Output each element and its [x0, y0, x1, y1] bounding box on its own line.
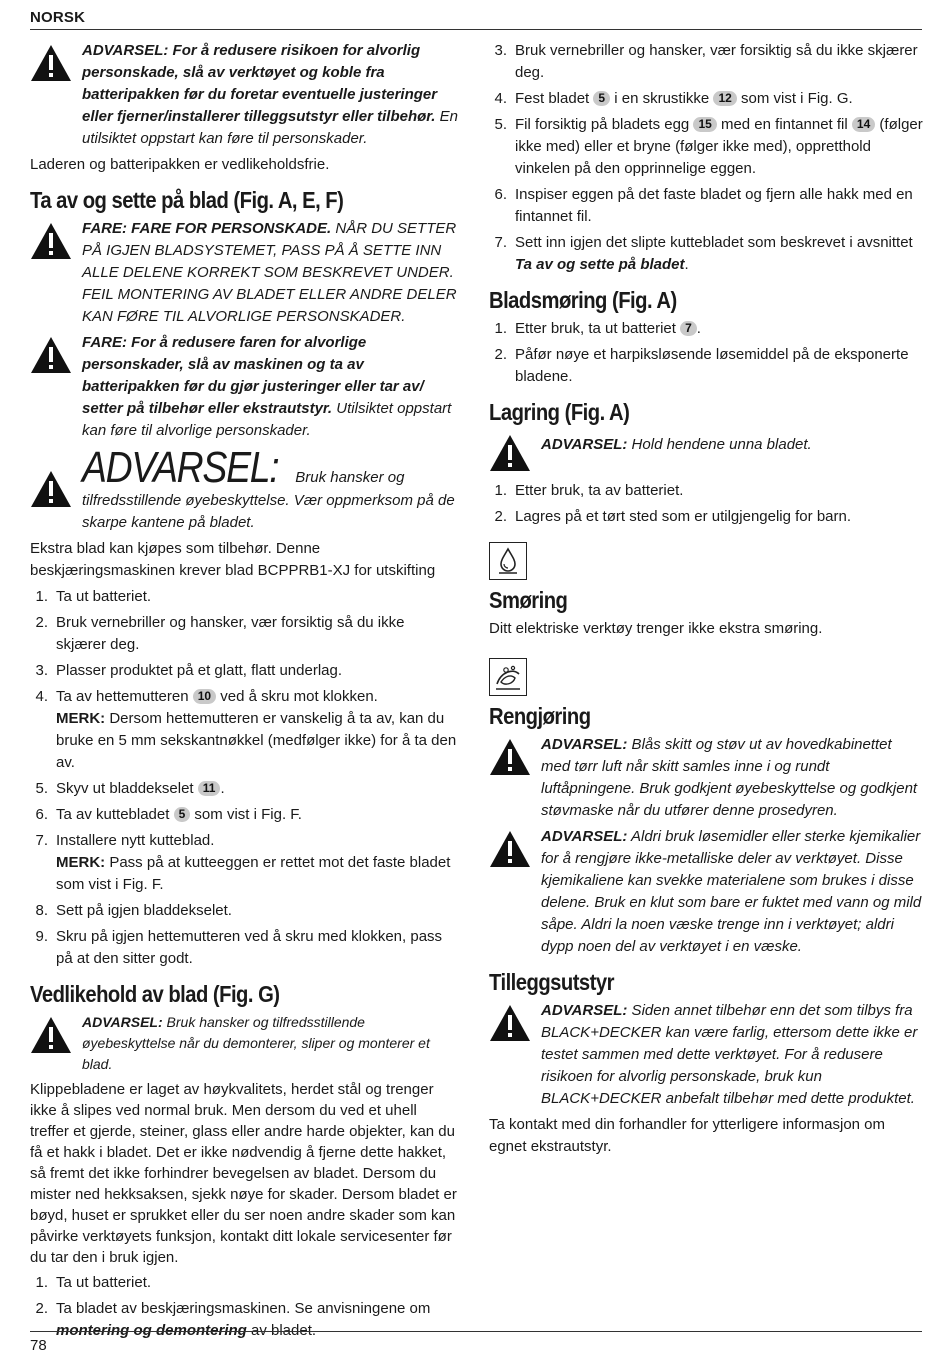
danger-label: FARE: FARE FOR PERSONSKADE. [82, 220, 332, 237]
lubrication-text: Ditt elektriske verktøy trenger ikke ekstra smøring. [489, 620, 823, 637]
extra-blade-text: Ekstra blad kan kjøpes som tilbehør. Denne beskjæringsmaskinen krever blad BCPPRB1-XJ for utskifting [30, 540, 436, 579]
danger-text: NÅR DU SETTER PÅ IGJEN BLADSYSTEMET, PASS PÅ Å SETTE INN ALLE DELENE KORREKT SOM BESKREVET UNDER. FEIL MONTERING AV BLADET ELLER ANDRE DELER KAN FØRE TIL ALVORLIGE PERSONSKADER. [82, 220, 457, 325]
section-title-accessories: Tilleggsutstyr [489, 969, 614, 995]
list-item: 3. Plasser produktet på et glatt, flatt underlag. [35, 662, 343, 679]
warning-block [30, 40, 458, 150]
part-number-badge: 5 [174, 807, 191, 822]
warning-block [489, 430, 923, 472]
left-column [30, 40, 458, 1346]
list-item: 2. Bruk vernebriller og hansker, vær forsiktig så du ikke skjærer deg. [35, 614, 405, 653]
list-item: 6. Ta av kuttebladet 5 som vist i Fig. F. [35, 806, 302, 823]
cleaning-icon [489, 658, 527, 696]
note-label: MERK: [56, 854, 106, 871]
warning-triangle-icon [489, 734, 541, 776]
part-number-badge: 10 [193, 689, 216, 704]
warning-triangle-icon [30, 332, 82, 374]
list-item: 2. Påfør nøye et harpiksløsende løsemiddel på de eksponerte bladene. [494, 346, 909, 385]
part-number-badge: 5 [593, 91, 610, 106]
part-number-badge: 11 [198, 781, 221, 796]
danger-label: FARE: [82, 334, 127, 351]
list-item: 7. Sett inn igjen det slipte kuttebladet som beskrevet i avsnittet Ta av og sette på bladet. [494, 234, 913, 273]
lubrication-steps [489, 318, 923, 388]
warning-text: Siden annet tilbehør enn det som tilbys fra BLACK+DECKER kan være farlig, ettersom dette ikke er testet sammen med dette verktøyet. For å redusere risikoen for alvorlig personskade, bruk kun BLACK+DECKER anbefalt tilbehør med dette produktet. [541, 1002, 918, 1107]
list-item: 2. Lagres på et tørt sted som er utilgjengelig for barn. [494, 508, 852, 525]
warning-triangle-icon [30, 40, 82, 82]
oil-drop-icon [489, 542, 527, 580]
warning-text: Hold hendene unna bladet. [627, 436, 812, 453]
warning-text: Blås skitt og støv ut av hovedkabinettet med tørr luft når skitt samles inne i og rundt luftåpningene. Bruk godkjent øyebeskyttelse og godkjent støvmaske når du utfører denne prosedyren. [541, 736, 918, 819]
section-title-storage: Lagring (Fig. A) [489, 399, 630, 425]
list-item: 6. Inspiser eggen på det faste bladet og fjern alle hakk med en fintannet fil. [494, 186, 913, 225]
list-item: 5. Skyv ut bladdekselet 11 . [35, 780, 225, 797]
blade-maintenance-steps-continued [489, 40, 923, 276]
list-item: 5. Fil forsiktig på bladets egg 15 med en fintannet fil 14 (følger ikke med) eller et bryne (følger ikke med), oppretthold vinkelen på den opprinnelige eggen. [494, 116, 923, 177]
warning-label: ADVARSEL: [541, 736, 628, 753]
list-item: 2. Ta bladet av beskjæringsmaskinen. Se anvisningene om montering og demontering av bladet. [35, 1300, 431, 1339]
warning-italic-text: En utilsiktet oppstart kan føre til personskader. [82, 108, 458, 147]
blade-change-steps [30, 586, 458, 970]
warning-label: ADVARSEL: [82, 42, 169, 59]
page-number: 78 [30, 1337, 47, 1354]
section-title-cleaning: Rengjøring [489, 703, 591, 729]
maintenance-free-text: Laderen og batteripakken er vedlikeholdsfrie. [30, 156, 330, 173]
contact-text: Ta kontakt med din forhandler for ytterligere informasjon om egnet ekstrautstyr. [489, 1116, 886, 1155]
big-warning-block [30, 443, 458, 534]
part-number-badge: 14 [852, 117, 875, 132]
list-item: 9. Skru på igjen hettemutteren ved å skru med klokken, pass på at den sitter godt. [35, 928, 443, 967]
footer-rule [30, 1331, 922, 1332]
warning-label: ADVARSEL: [541, 1002, 628, 1019]
storage-steps [489, 480, 923, 528]
section-title-blade-maintenance: Vedlikehold av blad (Fig. G) [30, 981, 280, 1007]
list-item: 3. Bruk vernebriller og hansker, vær forsiktig så du ikke skjærer deg. [494, 42, 918, 81]
section-title-blade-change: Ta av og sette på blad (Fig. A, E, F) [30, 187, 344, 213]
warning-triangle-icon [30, 218, 82, 260]
part-number-badge: 7 [680, 321, 697, 336]
warning-bold-text: For å redusere risikoen for alvorlig personskade, slå av verktøyet og koble fra batteripakken før du foretar eventuelle justeringer eller fjerner/installerer tilleggsutstyr eller tilbehør. [82, 42, 438, 125]
warning-triangle-icon [489, 826, 541, 868]
warning-label: ADVARSEL: [541, 828, 628, 845]
danger-italic-text: Utilsiktet oppstart kan føre til alvorlige personskader. [82, 400, 452, 439]
list-item: 1. Etter bruk, ta av batteriet. [494, 482, 684, 499]
warning-block [489, 1000, 923, 1110]
list-item: 1. Ta ut batteriet. [35, 588, 152, 605]
warning-text: Aldri bruk løsemidler eller sterke kjemikalier for å rengjøre ikke-metalliske deler av verktøyet. Disse kjemikaliene kan svekke materialene som brukes i disse delene. Bruk en klut som bare er fuktet med vann og mild såpe. Aldri la noen væske trenge inn i verktøyet; aldri dypp noen del av verktøyet i en væske. [541, 828, 922, 955]
warning-triangle-icon [30, 1012, 82, 1054]
danger-block [30, 218, 458, 328]
warning-block [489, 826, 923, 958]
part-number-badge: 12 [713, 91, 736, 106]
big-warning-text: Bruk hansker og tilfredsstillende øyebeskyttelse. Vær oppmerksom på de skarpe kantene på bladet. [82, 469, 455, 531]
warning-block [489, 734, 923, 822]
note-label: MERK: [56, 710, 106, 727]
list-item: 4. Ta av hettemutteren 10 ved å skru mot klokken. MERK: Dersom hettemutteren er vanskelig å ta av, kan du bruke en 5 mm sekskantnøkkel (medfølger ikke) for å ta den av. [35, 688, 457, 771]
warning-triangle-icon [30, 446, 82, 508]
warning-triangle-icon [489, 430, 541, 472]
right-column [489, 40, 923, 1162]
header-rule [30, 29, 922, 30]
big-warning-label: ADVARSEL: [82, 443, 279, 492]
section-title-blade-lubrication: Bladsmøring (Fig. A) [489, 287, 677, 313]
blades-paragraph: Klippebladene er laget av høykvalitets, herdet stål og trenger ikke å slipes ved normal bruk. Men dersom du ved et uhell treffer et gjerde, steiner, glass eller andre harde objekter, kan du få et hakk i bladet. Det er ikke nødvendig å fjerne dette hakket, så fremt det ikke forhindrer bevegelsen av bladet. Dersom du mister ned hekksaksen, sjekk nøye for skader. Dersom bladet er bøyd, huset er sprukket eller du ser noen andre skader som kan påvirke verktøyets funksjon, kontakt ditt lokale servicesenter før du tar den i bruk igjen. [30, 1081, 457, 1266]
warning-text: Bruk hansker og tilfredsstillende øyebeskyttelse når du demonterer, sliper og monterer et blad. [82, 1014, 430, 1072]
list-item: 8. Sett på igjen bladdekselet. [35, 902, 232, 919]
section-title-lubrication: Smøring [489, 587, 568, 613]
list-item: 1. Ta ut batteriet. [35, 1274, 152, 1291]
list-item: 4. Fest bladet 5 i en skrustikke 12 som vist i Fig. G. [494, 90, 853, 107]
warning-block [30, 1012, 458, 1075]
list-item: 1. Etter bruk, ta ut batteriet 7 . [494, 320, 701, 337]
warning-label: ADVARSEL: [82, 1014, 163, 1030]
warning-triangle-icon [489, 1000, 541, 1042]
danger-block [30, 332, 458, 442]
warning-label: ADVARSEL: [541, 436, 628, 453]
danger-bold-text: For å redusere faren for alvorlige personskader, slå av maskinen og ta av batteripakken før du gjør justeringer eller tar av/ setter på tilbehør eller ekstrautstyr. [82, 334, 424, 417]
header-language: NORSK [30, 9, 86, 26]
list-item: 7. Installere nytt kutteblad. MERK: Pass på at kutteeggen er rettet mot det faste bladet som vist i Fig. F. [35, 832, 451, 893]
part-number-badge: 15 [693, 117, 716, 132]
